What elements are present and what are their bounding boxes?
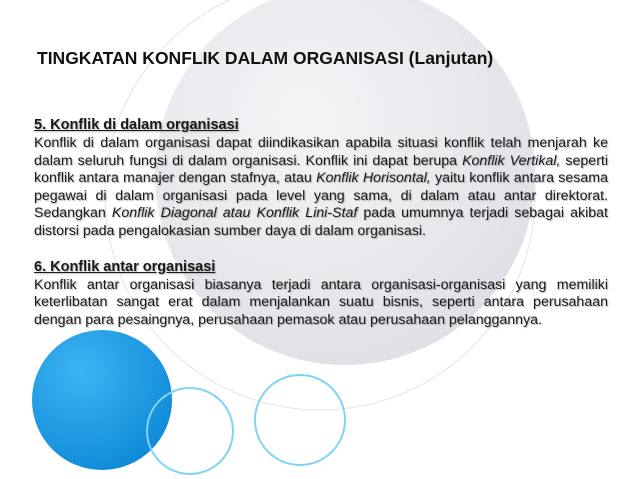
slide-body [34,117,608,329]
text-segment: Konflik di dalam organisasi dapat diindikasikan apabila situasi konflik telah menjarah ke dalam seluruh fungsi di dalam organisasi. Konflik ini dapat berupa [34,135,608,169]
slide-title: TINGKATAN KONFLIK DALAM ORGANISASI (Lanjutan) [37,48,494,68]
emphasis-konflik-diagonal: Konflik Diagonal atau Konflik Lini-Staf [111,205,358,222]
section-heading-6: 6. Konflik antar organisasi [34,258,216,275]
section-konflik-dalam-organisasi [34,117,608,241]
ring-circle-right [255,375,345,465]
emphasis-konflik-vertikal: Konflik Vertikal, [462,152,561,169]
text-segment: yaitu konflik antara sesama pegawai di dalam organisasi pada level yang sama, di dalam atau antar direktorat. Sedangkan [34,170,608,222]
section-konflik-antar-organisasi [34,259,608,330]
text-segment: pada umumnya terjadi sebagai akibat distorsi pada pengalokasian sumber daya di dalam organisasi. [34,205,608,239]
section-paragraph-5 [34,135,608,241]
text-segment: seperti konflik antara manajer dengan stafnya, atau [34,152,609,187]
section-heading-5: 5. Konflik di dalam organisasi [34,117,239,133]
section-paragraph-6: Konflik antar organisasi biasanya terjadi antara organisasi-organisasi yang memiliki keterlibatan sangat erat dalam menjalankan suatu bisnis, seperti antara perusahaan dengan para pesaingnya, perusahaan pemasok atau perusahaan pelanggannya. [34,276,608,328]
emphasis-konflik-horisontal: Konflik Horisontal, [316,170,431,187]
